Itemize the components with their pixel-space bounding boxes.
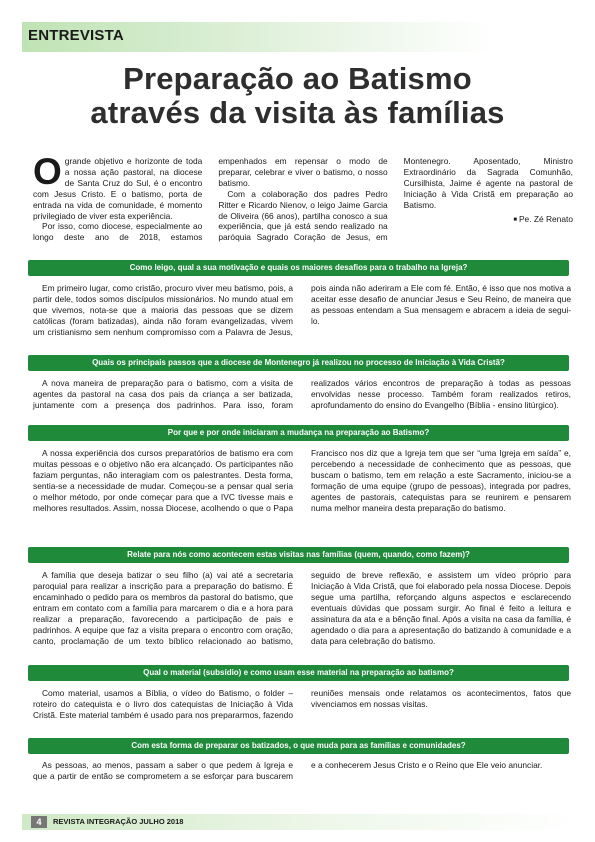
answer-paragraph: Como material, usamos a Bíblia, o vídeo do Batismo, o folder – roteiro do catequista e o livro dos catequistas de Iniciação à Vida Cristã. Este material também é usado para nos prepararmos, fazendo reuniões mensais onde relatamos os acontecimentos, fatos que vivenciamos em nossas visitas. [33, 688, 571, 720]
page-footer [22, 814, 577, 830]
intro-paragraph-1 [33, 151, 203, 221]
answer-block [33, 570, 571, 662]
article-intro [33, 151, 573, 256]
magazine-issue: REVISTA INTEGRAÇÃO JULHO 2018 [53, 817, 184, 826]
question-bar: Por que e por onde iniciaram a mudança na preparação ao Batismo? [28, 425, 569, 441]
section-label: ENTREVISTA [28, 27, 124, 44]
intro-paragraph-3: Com a colaboração dos padres Pedro Ritter e Ricardo Nienov, o leigo Jaime Garcia de Oliveira (66 anos), partilha conosco a sua experiência, que já está sendo realizado na paróquia Sagrado Coração de Jesus, em Montenegro. Aposentado, Ministro Extraordinário da Sagrada Comunhão, Cursilhista, Jaime é agente na pastoral de Iniciação à Vida Cristã em preparação ao Batismo. [218, 156, 573, 243]
answer-paragraph: A nova maneira de preparação para o batismo, com a visita de agentes da pastoral na casa dos pais da criança a ser batizada, juntamente com a presença dos padrinhos. Para isso, foram realizados vários encontros de preparação à todas as pessoas envolvidas nesse processo. Também foram realizados retiros, aprofundamento do ensino do Evangelho (Bíblia - ensino litúrgico). [33, 378, 571, 410]
article-title [40, 62, 555, 130]
answer-block [33, 378, 571, 418]
author-signature: ■ Pe. Zé Renato [404, 214, 573, 226]
section-header-bar [22, 22, 577, 52]
answer-block [33, 688, 571, 728]
question-bar: Qual o material (subsídio) e como usam esse material na preparação ao batismo? [28, 665, 569, 681]
drop-cap: O [33, 151, 62, 192]
answer-paragraph: Em primeiro lugar, como cristão, procuro viver meu batismo, pois, a partir dele, todos somos discípulos missionários. No mundo atual em que vivemos, nota-se que a maioria das pessoas que se dizem católicas (foram batizadas), ainda não foram evangelizadas, vivem um cristianismo sem nenhum compromisso com a Palavra de Jesus, pois ainda não aderiram a Ele com fé. Então, é isso que nos motiva a aceitar esse desafio de anunciar Jesus e Seu Reino, de maneira que as pessoas entendam a Sua mensagem e abracem a ideia de segui-lo. [33, 283, 571, 337]
title-line-2: através da visita às famílias [90, 95, 505, 130]
answer-paragraph: A família que deseja batizar o seu filho (a) vai até a secretaria paroquial para realizar a inscrição para a preparação do batismo. É encaminhado o pedido para os membros da pastoral do batismo, que entram em contato com a família para marcarem o dia e a hora para realizar a preparação, favorecendo a participação de pais e padrinhos. A equipe que faz a visita prepara o encontro com oração, canto, proclamação de um texto bíblico relacionado ao batismo, seguido de breve reflexão, e assistem um vídeo próprio para Iniciação à Vida Cristã, que foi elaborado pela nossa Diocese. Depois segue uma partilha, reforçando alguns aspectos e esclarecendo eventuais dúvidas que possam surgir. Ao final é feito a leitura e assinatura da ata e a bênção final. Após a visita na casa da família, é agendado o dia para a apresentação do batizando à comunidade e a data para celebração do batismo. [33, 570, 571, 646]
answer-block [33, 283, 571, 348]
question-bar: Quais os principais passos que a diocese de Montenegro já realizou no processo de Iniciação à Vida Cristã? [28, 355, 569, 371]
intro-paragraph-2: Por isso, como diocese, especialmente ao longo deste ano de 2018, estamos empenhados em repensar o modo de preparar, celebrar e viver o batismo, o nosso batismo. [33, 156, 388, 243]
title-line-1: Preparação ao Batismo [123, 61, 472, 96]
question-bar: Relate para nós como acontecem estas visitas nas famílias (quem, quando, como fazem)? [28, 547, 569, 563]
answer-block [33, 760, 571, 790]
answer-paragraph: As pessoas, ao menos, passam a saber o que pedem à Igreja e que a partir de então se comprometem a se esforçar para buscarem e a conhecerem Jesus Cristo e o Reino que Ele veio anunciar. [33, 760, 543, 781]
page-number: 4 [31, 816, 47, 828]
answer-block [33, 448, 571, 540]
answer-paragraph: A nossa experiência dos cursos preparatórios de batismo era com muitas pessoas e o objetivo não era alcançado. Os participantes não faziam perguntas, não interagiam com os palestrantes. Desta forma, sentia-se a necessidade de mudar. Começou-se a pensar qual seria o melhor método, por onde começar para que a IVC tivesse mais e melhores resultados. Assim, nossa Diocese, acolhendo o que o Papa Francisco nos diz que a Igreja tem que ser “uma Igreja em saída” e, percebendo a necessidade de conhecimento que as pessoas, que buscam o batismo, tem em relação a este Sacramento, iniciou-se a formação de uma equipe (grupo de pessoas), integrada por padres, agentes de pastorais, catequistas para se reunirem e pensarem numa melhor maneira desta preparação do batismo. [33, 448, 571, 513]
question-bar: Como leigo, qual a sua motivação e quais os maiores desafios para o trabalho na Igreja? [28, 260, 569, 276]
intro-paragraph-1-text: grande objetivo e horizonte de toda a nossa ação pastoral, na diocese de Santa Cruz do Sul, é o encontro com Jesus Cristo. E o batismo, porta de entrada na vida de comunidade, é momento privilegiado de viver esta experiência. [33, 156, 203, 221]
question-bar: Com esta forma de preparar os batizados, o que muda para as famílias e comunidades? [28, 738, 569, 754]
